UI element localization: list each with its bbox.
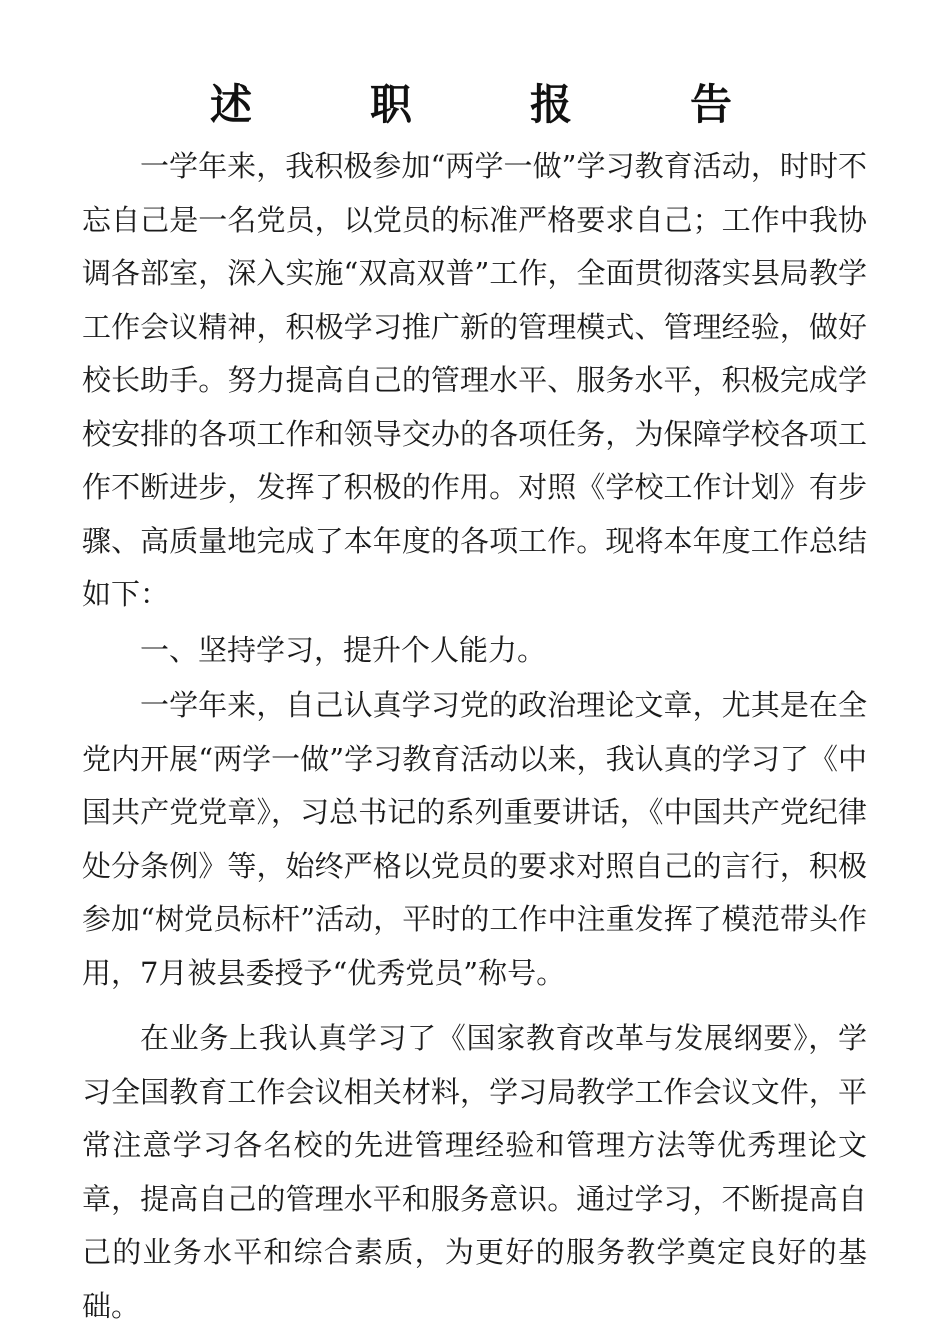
document-body — [82, 140, 867, 1333]
section-heading-1: 一、坚持学习，提升个人能力。 — [140, 632, 547, 667]
paragraph-intro: 一学年来，我积极参加“两学一做”学习教育活动，时时不忘自己是一名党员，以党员的标准严格要求自己；工作中我协调各部室，深入实施“双高双普”工作，全面贯彻落实县局教学工作会议精神，积极学习推广新的管理模式、管理经验，做好校长助手。努力提高自己的管理水平、服务水平，积极完成学校安排的各项工作和领导交办的各项任务，为保障学校各项工作不断进步，发挥了积极的作用。对照《学校工作计划》有步骤、高质量地完成了本年度的各项工作。现将本年度工作总结如下： — [82, 149, 867, 611]
paragraph-professional-study: 在业务上我认真学习了《国家教育改革与发展纲要》，学习全国教育工作会议相关材料，学习局教学工作会议文件，平常注意学习各名校的先进管理经验和管理方法等优秀理论文章，提高自己的管理水平和服务意识。通过学习，不断提高自己的业务水平和综合素质，为更好的服务教学奠定良好的基础。 — [82, 1021, 867, 1323]
document-title: 述 职 报 告 — [209, 80, 770, 130]
paragraph-political-study: 一学年来，自己认真学习党的政治理论文章，尤其是在全党内开展“两学一做”学习教育活动以来，我认真的学习了《中国共产党党章》，习总书记的系列重要讲话，《中国共产党纪律处分条例》等，始终严格以党员的要求对照自己的言行，积极参加“树党员标杆”活动，平时的工作中注重发挥了模范带头作用，7月被县委授予“优秀党员”称号。 — [82, 688, 867, 990]
